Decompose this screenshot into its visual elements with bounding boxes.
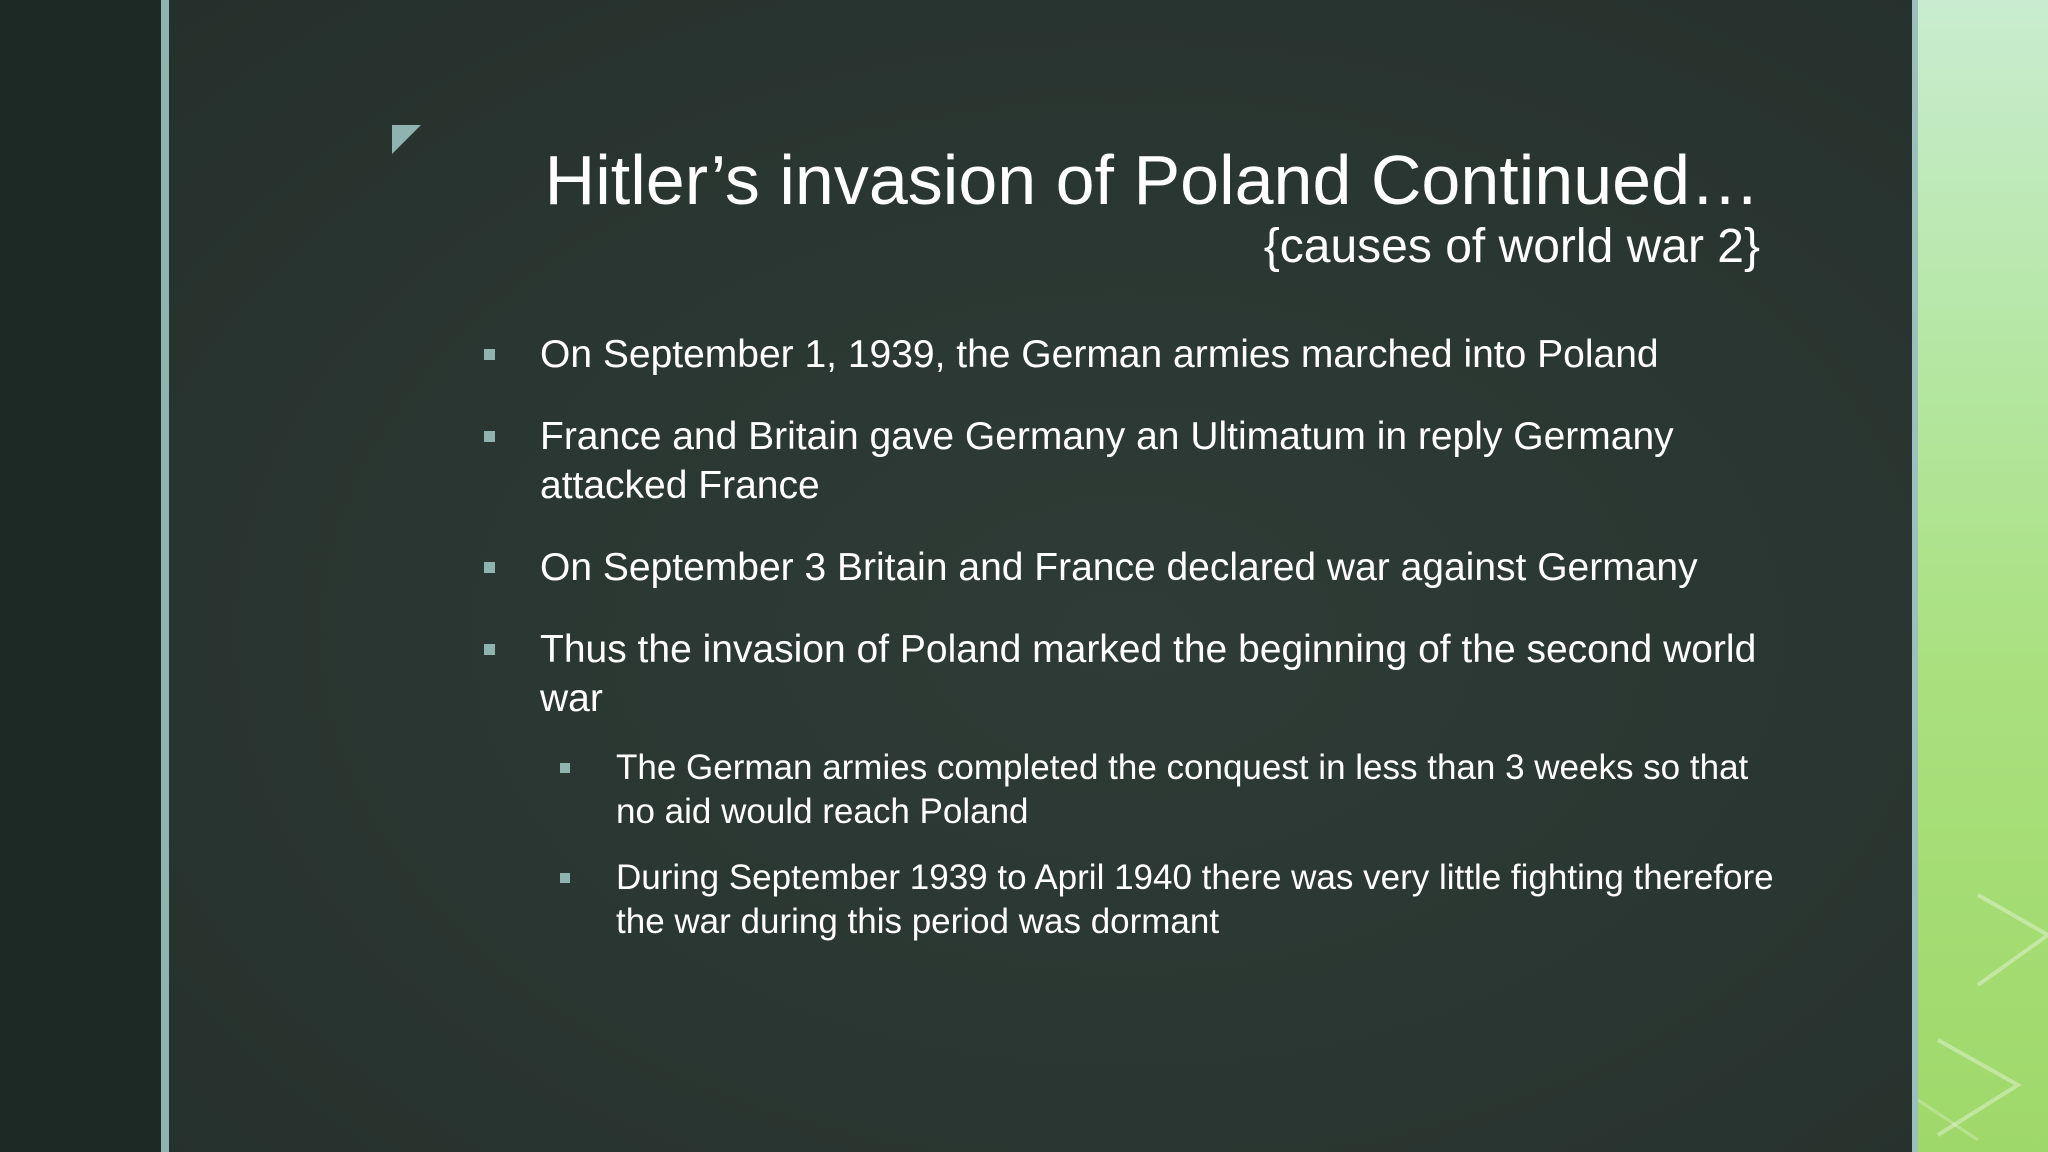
sub-bullet-item [556, 856, 1780, 944]
bullet-item [480, 543, 1780, 592]
sub-bullet-group [480, 748, 1780, 954]
square-bullet-icon [484, 644, 495, 655]
triangle-corner-icon [392, 125, 421, 154]
square-bullet-icon [560, 763, 570, 773]
bullet-text: On September 3 Britain and France declared war against Germany [540, 546, 1698, 589]
bullet-item [480, 412, 1780, 510]
bullet-text: France and Britain gave Germany an Ultimatum in reply Germany attacked France [540, 415, 1674, 507]
bullet-text: On September 1, 1939, the German armies marched into Poland [540, 333, 1659, 376]
left-accent-rule [161, 0, 169, 1152]
slide-title: Hitler’s invasion of Poland Continued… [544, 141, 1760, 219]
sub-bullet-list [556, 746, 1780, 944]
square-bullet-icon [484, 562, 495, 573]
left-band [0, 0, 161, 1152]
chevron-decoration-icon [1918, 0, 2048, 1152]
bullet-text: Thus the invasion of Poland marked the beginning of the second world war [540, 628, 1757, 720]
slide-subtitle: {causes of world war 2} [1263, 220, 1760, 273]
square-bullet-icon [484, 349, 495, 360]
right-decorative-band [1918, 0, 2048, 1152]
square-bullet-icon [560, 873, 570, 883]
bullet-item [480, 625, 1780, 723]
sub-bullet-text: During September 1939 to April 1940 there was very little fighting therefore the war during this period was dormant [616, 858, 1774, 941]
bullet-list [480, 330, 1780, 976]
sub-bullet-text: The German armies completed the conquest in less than 3 weeks so that no aid would reach Poland [616, 748, 1749, 831]
square-bullet-icon [484, 431, 495, 442]
bullet-item [480, 330, 1780, 379]
sub-bullet-item [556, 746, 1780, 834]
